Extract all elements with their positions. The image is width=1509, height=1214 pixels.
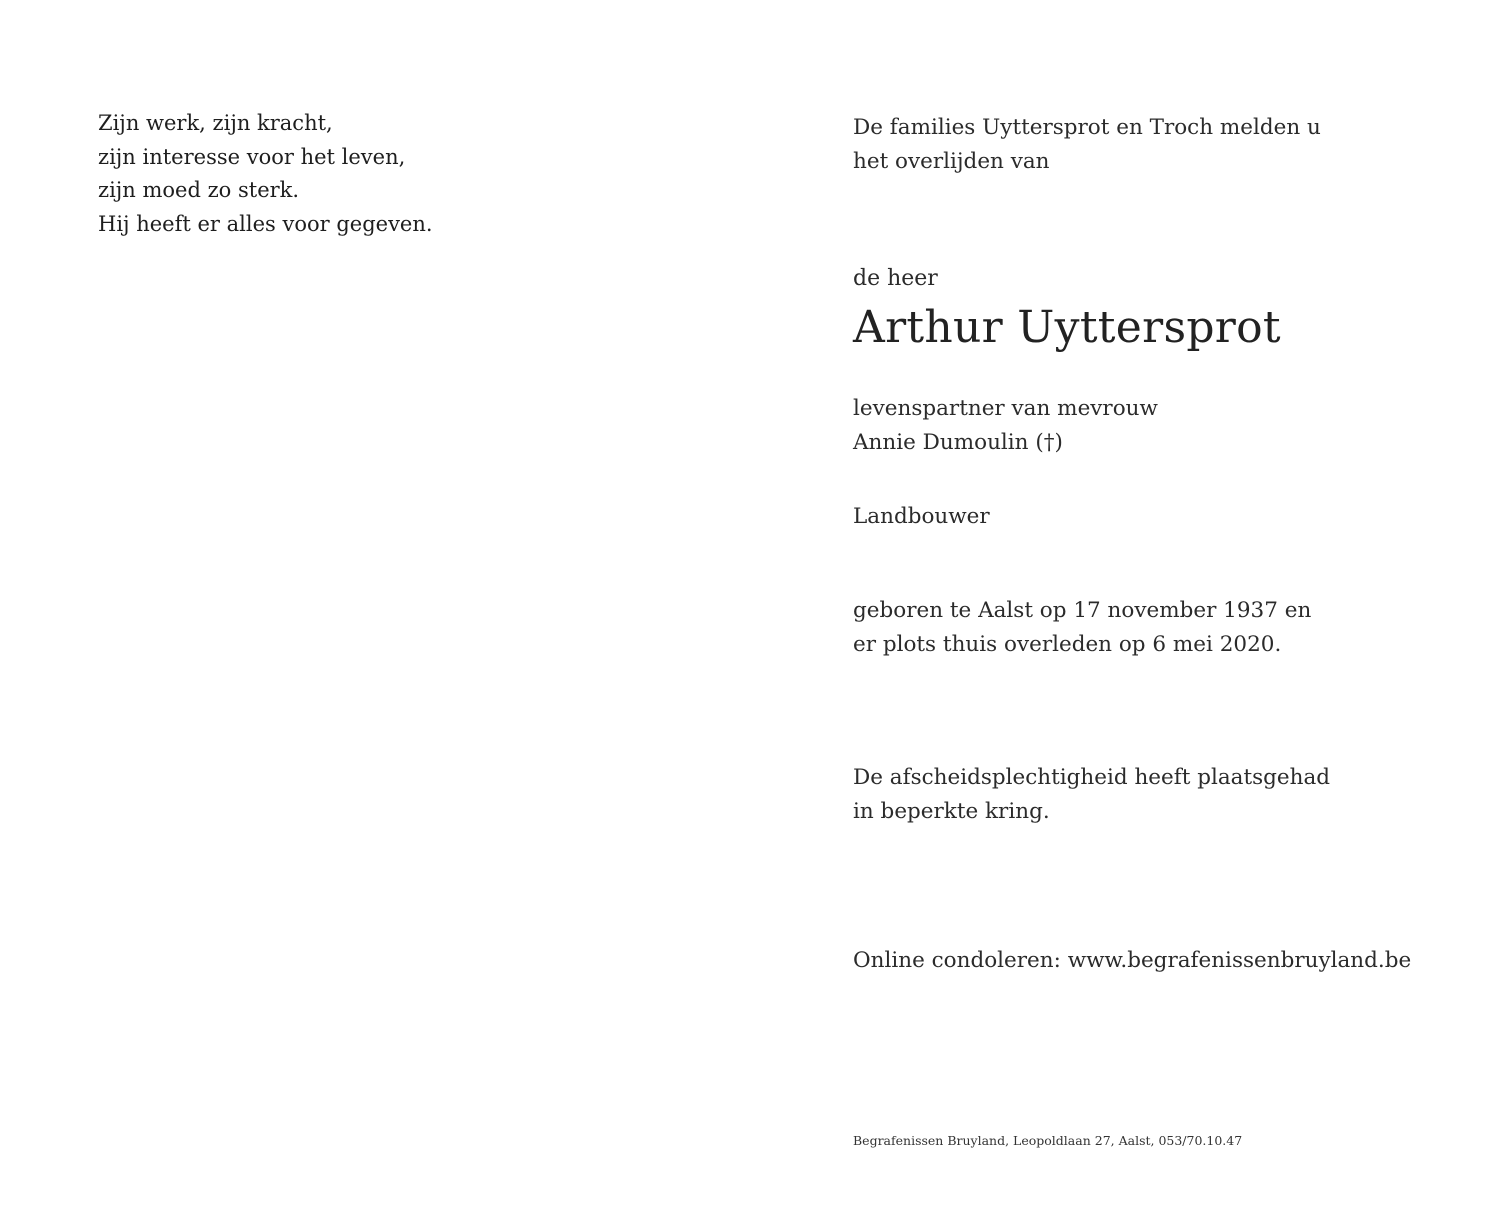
poem-line: zijn interesse voor het leven,: [98, 144, 406, 169]
ceremony-line: in beperkte kring.: [853, 799, 1050, 824]
deceased-name: Arthur Uyttersprot: [853, 302, 1281, 353]
intro-line: De families Uyttersprot en Troch melden u: [853, 115, 1321, 140]
intro-line: het overlijden van: [853, 149, 1050, 174]
dates-line: er plots thuis overleden op 6 mei 2020.: [853, 632, 1282, 657]
ceremony-line: De afscheidsplechtigheid heeft plaatsgehad: [853, 765, 1331, 790]
honorific: de heer: [853, 266, 938, 291]
dates-line: geboren te Aalst op 17 november 1937 en: [853, 598, 1312, 623]
partner-text: [853, 392, 1158, 460]
poem-line: Zijn werk, zijn kracht,: [98, 111, 333, 135]
intro-text: [853, 111, 1321, 179]
birth-death-dates: [853, 594, 1311, 662]
poem-line: zijn moed zo sterk.: [98, 178, 300, 202]
poem-line: Hij heeft er alles voor gegeven.: [98, 211, 433, 236]
partner-line: levenspartner van mevrouw: [853, 396, 1158, 421]
occupation: Landbouwer: [853, 504, 990, 529]
partner-line: Annie Dumoulin (†): [853, 430, 1063, 455]
memorial-poem: [98, 107, 698, 241]
ceremony-text: [853, 761, 1330, 829]
online-condolence: Online condoleren: www.begrafenissenbruyland.be: [853, 948, 1412, 973]
funeral-home-footer: Begrafenissen Bruyland, Leopoldlaan 27, Aalst, 053/70.10.47: [853, 1133, 1243, 1148]
